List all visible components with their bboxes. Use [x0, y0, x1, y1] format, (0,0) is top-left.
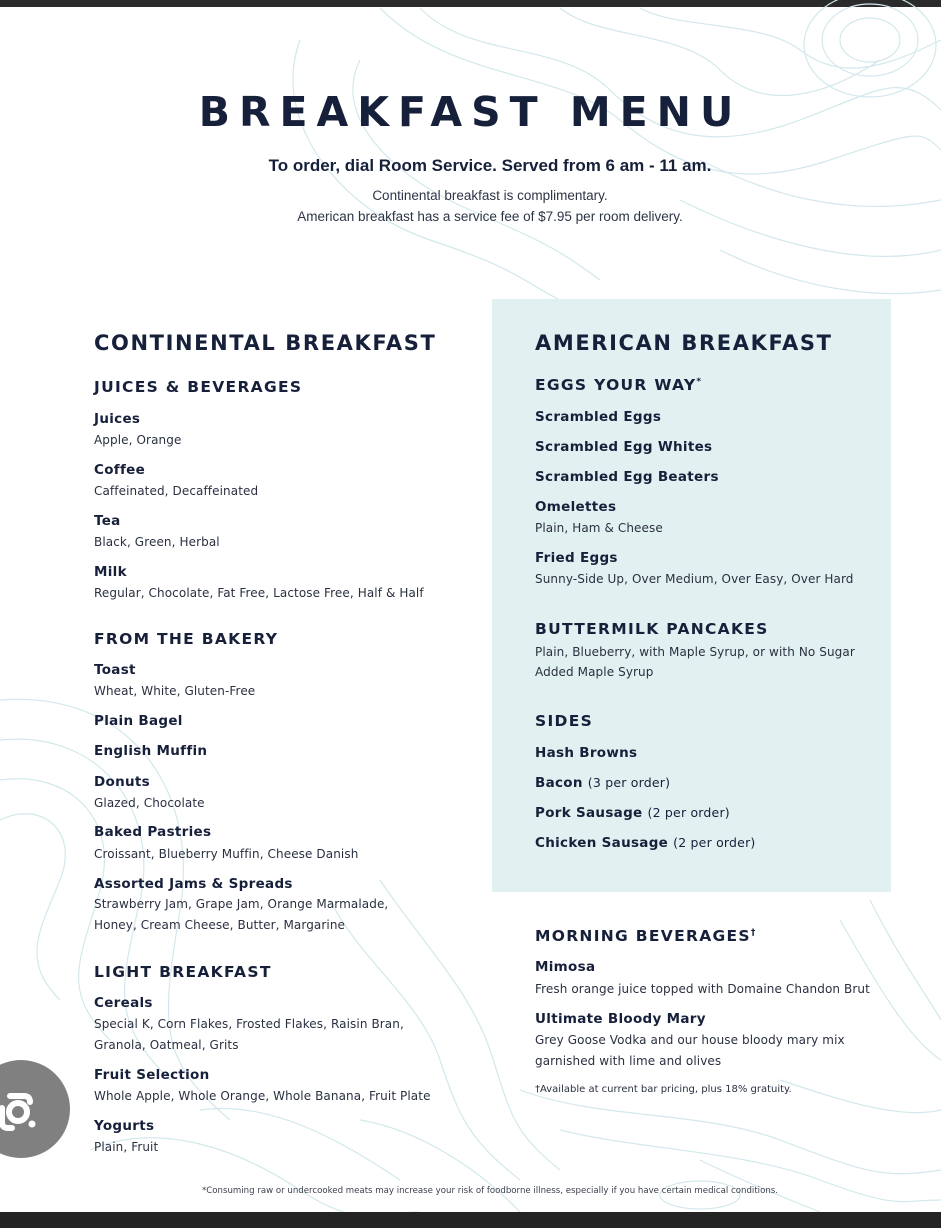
- pancakes-desc: Plain, Blueberry, with Maple Syrup, or with No Sugar: [535, 645, 855, 659]
- menu-item-desc: Plain, Ham & Cheese: [535, 521, 663, 535]
- menu-item-name: Omelettes: [535, 499, 617, 515]
- menu-item-name: Hash Browns: [535, 745, 638, 761]
- continental-note: Continental breakfast is complimentary.: [372, 188, 608, 203]
- menu-item-name: Yogurts: [94, 1118, 155, 1134]
- menu-item-desc: Granola, Oatmeal, Grits: [94, 1038, 239, 1052]
- menu-item-desc: Special K, Corn Flakes, Frosted Flakes, Raisin Bran,: [94, 1017, 404, 1031]
- menu-item-name: Juices: [94, 411, 141, 427]
- menu-item-name: Scrambled Egg Beaters: [535, 469, 719, 485]
- bakery-heading: FROM THE BAKERY: [94, 630, 279, 648]
- menu-item-name: Baked Pastries: [94, 824, 212, 840]
- top-bar: [0, 0, 941, 7]
- menu-item-name: Scrambled Egg Whites: [535, 439, 713, 455]
- menu-item-name: Mimosa: [535, 959, 596, 975]
- menu-item-name: Ultimate Bloody Mary: [535, 1011, 706, 1027]
- menu-item-desc: garnished with lime and olives: [535, 1054, 722, 1068]
- menu-item-desc: Wheat, White, Gluten-Free: [94, 684, 256, 698]
- pancakes-desc: Added Maple Syrup: [535, 665, 654, 679]
- bar-pricing-note: †Available at current bar pricing, plus 18% gratuity.: [535, 1084, 792, 1095]
- menu-item-name: Fried Eggs: [535, 550, 618, 566]
- continental-heading: CONTINENTAL BREAKFAST: [94, 331, 437, 355]
- bottom-bar: [0, 1212, 941, 1228]
- eggs-heading: EGGS YOUR WAY*: [535, 376, 702, 394]
- menu-item-name: Scrambled Eggs: [535, 409, 662, 425]
- menu-item-name: Toast: [94, 662, 136, 678]
- menu-item-name: English Muffin: [94, 743, 208, 759]
- american-heading: AMERICAN BREAKFAST: [535, 331, 833, 355]
- menu-item-name: Tea: [94, 513, 121, 529]
- google-lens-icon: [0, 1060, 70, 1158]
- menu-item-name: Bacon (3 per order): [535, 775, 671, 791]
- menu-item-desc: Caffeinated, Decaffeinated: [94, 484, 259, 498]
- pancakes-heading: BUTTERMILK PANCAKES: [535, 620, 769, 638]
- menu-item-desc: Croissant, Blueberry Muffin, Cheese Danish: [94, 847, 359, 861]
- page-title: BREAKFAST MENU: [198, 88, 743, 136]
- menu-item-name: Chicken Sausage (2 per order): [535, 835, 756, 851]
- menu-item-desc: Honey, Cream Cheese, Butter, Margarine: [94, 918, 346, 932]
- menu-item-desc: Strawberry Jam, Grape Jam, Orange Marmalade,: [94, 897, 389, 911]
- menu-item-name: Assorted Jams & Spreads: [94, 876, 293, 892]
- menu-item-name: Milk: [94, 564, 127, 580]
- menu-item-desc: Grey Goose Vodka and our house bloody mary mix: [535, 1033, 845, 1047]
- juices-heading: JUICES & BEVERAGES: [94, 378, 303, 396]
- menu-item-name: Fruit Selection: [94, 1067, 210, 1083]
- food-safety-footnote: *Consuming raw or undercooked meats may increase your risk of foodborne illness, especially if you have certain medical conditions.: [202, 1186, 778, 1196]
- menu-item-desc: Regular, Chocolate, Fat Free, Lactose Free, Half & Half: [94, 586, 424, 600]
- menu-item-name: Cereals: [94, 995, 153, 1011]
- menu-item-name: Donuts: [94, 774, 150, 790]
- google-lens-button[interactable]: [0, 1060, 70, 1158]
- order-instructions: To order, dial Room Service. Served from 6 am - 11 am.: [268, 156, 712, 175]
- american-fee-note: American breakfast has a service fee of $7.95 per room delivery.: [297, 209, 683, 224]
- morning-beverages-heading: MORNING BEVERAGES†: [535, 927, 756, 945]
- menu-item-desc: Black, Green, Herbal: [94, 535, 220, 549]
- menu-item-desc: Plain, Fruit: [94, 1140, 159, 1154]
- menu-item-desc: Glazed, Chocolate: [94, 796, 205, 810]
- sides-heading: SIDES: [535, 712, 594, 730]
- menu-item-desc: Fresh orange juice topped with Domaine Chandon Brut: [535, 982, 870, 996]
- menu-item-desc: Apple, Orange: [94, 433, 182, 447]
- menu-item-name: Pork Sausage (2 per order): [535, 805, 730, 821]
- menu-item-desc: Whole Apple, Whole Orange, Whole Banana, Fruit Plate: [94, 1089, 431, 1103]
- menu-item-desc: Sunny-Side Up, Over Medium, Over Easy, Over Hard: [535, 572, 854, 586]
- menu-item-name: Plain Bagel: [94, 713, 183, 729]
- menu-item-name: Coffee: [94, 462, 146, 478]
- light-breakfast-heading: LIGHT BREAKFAST: [94, 963, 272, 981]
